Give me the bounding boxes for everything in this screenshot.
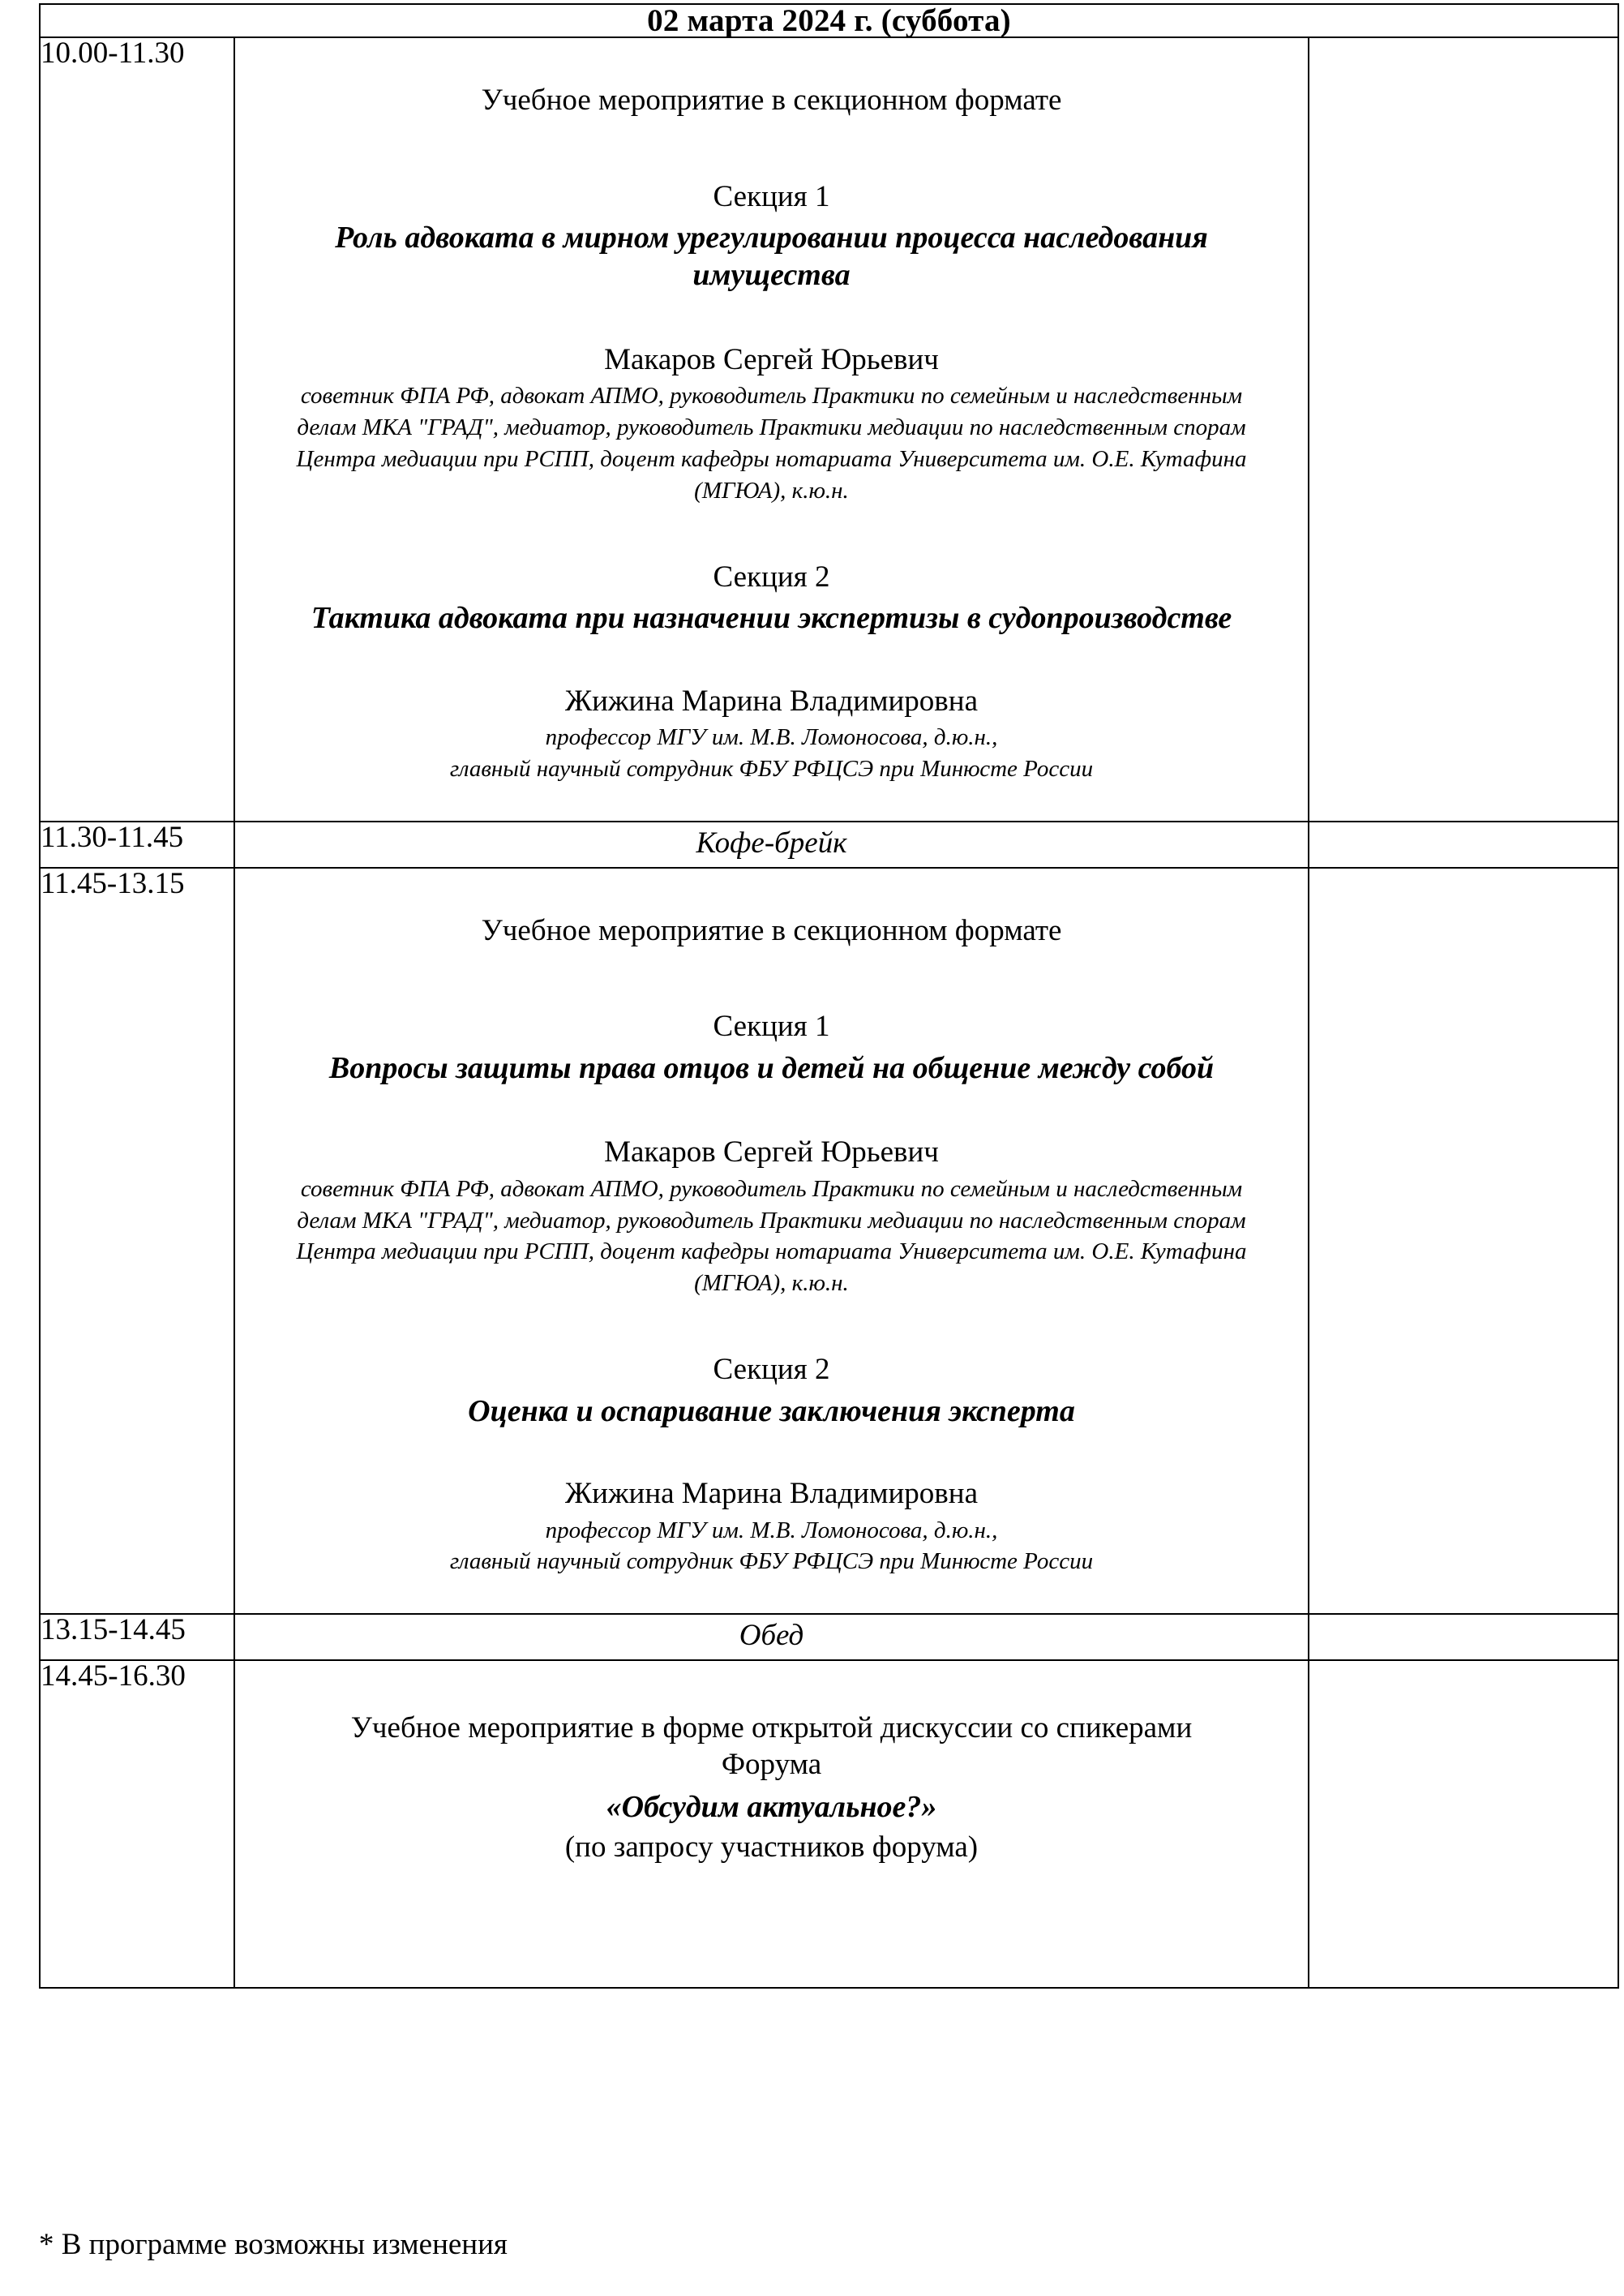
speaker-bio: советник ФПА РФ, адвокат АПМО, руководитель Практики по семейным и наследственным делам МКА "ГРАД", медиатор, руководитель Практики медиации по наследственным спорам Центра медиации при РСПП, доцент кафедры нотариата Университета им. О.Е. Кутафина (МГЮА), к.ю.н. <box>296 1175 1247 1297</box>
session-block <box>235 38 1308 821</box>
discussion-subtitle: (по запросу участников форума) <box>564 1830 979 1864</box>
row-notes <box>1309 822 1618 868</box>
break-label: Кофе-брейк <box>696 826 847 860</box>
session-lead: Учебное мероприятие в секционном формате <box>481 84 1062 117</box>
section-title: Роль адвоката в мирном урегулировании процесса наследования имущества <box>335 221 1208 293</box>
row-content <box>234 822 1309 868</box>
section-label: Секция 2 <box>713 1353 830 1387</box>
row-time: 11.45-13.15 <box>40 868 234 1615</box>
day-header-title: 02 марта 2024 г. (суббота) <box>40 4 1618 37</box>
section-label: Секция 1 <box>713 1010 830 1044</box>
schedule-table <box>39 3 1619 1989</box>
row-content <box>234 1660 1309 1988</box>
row-notes <box>1309 868 1618 1615</box>
row-content <box>234 1614 1309 1660</box>
session-block <box>235 869 1308 1614</box>
speaker-bio: советник ФПА РФ, адвокат АПМО, руководитель Практики по семейным и наследственным делам МКА "ГРАД", медиатор, руководитель Практики медиации по наследственным спорам Центра медиации при РСПП, доцент кафедры нотариата Университета им. О.Е. Кутафина (МГЮА), к.ю.н. <box>296 383 1247 504</box>
speaker-name: Жижина Марина Владимировна <box>565 684 978 718</box>
discussion-lead: Учебное мероприятие в форме открытой дискуссии со спикерами Форума <box>350 1710 1193 1782</box>
section-label: Секция 2 <box>713 560 830 594</box>
discussion-block <box>235 1661 1308 1987</box>
section-label: Секция 1 <box>713 179 830 213</box>
row-notes <box>1309 1614 1618 1660</box>
row-content <box>234 37 1309 822</box>
row-time: 14.45-16.30 <box>40 1660 234 1988</box>
speaker-name: Жижина Марина Владимировна <box>565 1477 978 1510</box>
row-time: 13.15-14.45 <box>40 1614 234 1660</box>
table-header-row <box>40 4 1618 37</box>
table-row <box>40 37 1618 822</box>
table-row <box>40 868 1618 1615</box>
session-lead: Учебное мероприятие в секционном формате <box>481 913 1062 947</box>
speaker-name: Макаров Сергей Юрьевич <box>604 342 939 376</box>
discussion-title: «Обсудим актуальное?» <box>606 1790 937 1825</box>
program-change-note: * В программе возможны изменения <box>39 2228 508 2261</box>
row-content <box>234 868 1309 1615</box>
row-time: 10.00-11.30 <box>40 37 234 822</box>
row-notes <box>1309 37 1618 822</box>
section-title: Тактика адвоката при назначении экспертизы в судопроизводстве <box>311 601 1232 636</box>
table-row <box>40 822 1618 868</box>
break-label: Обед <box>739 1619 804 1653</box>
speaker-name: Макаров Сергей Юрьевич <box>604 1135 939 1169</box>
speaker-bio: профессор МГУ им. М.В. Ломоносова, д.ю.н., главный научный сотрудник ФБУ РФЦСЭ при Минюсте России <box>449 1517 1094 1575</box>
speaker-bio: профессор МГУ им. М.В. Ломоносова, д.ю.н., главный научный сотрудник ФБУ РФЦСЭ при Минюсте России <box>449 724 1094 783</box>
row-time: 11.30-11.45 <box>40 822 234 868</box>
table-row <box>40 1660 1618 1988</box>
section-title: Вопросы защиты права отцов и детей на общение между собой <box>328 1050 1215 1085</box>
section-title: Оценка и оспаривание заключения эксперта <box>468 1393 1075 1428</box>
row-notes <box>1309 1660 1618 1988</box>
table-row <box>40 1614 1618 1660</box>
